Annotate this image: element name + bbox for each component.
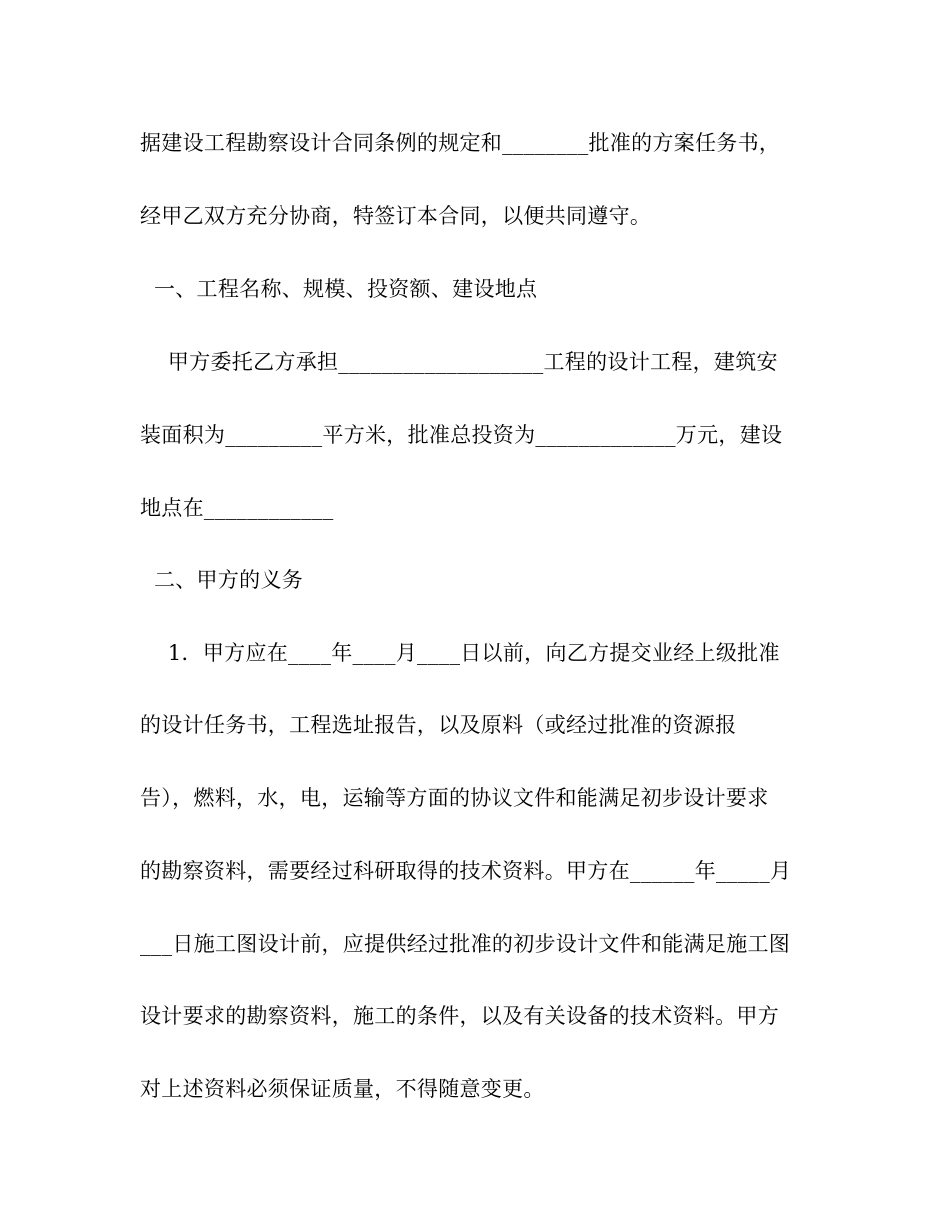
paragraph-line-8: 1．甲方应在____年____月____日以前，向乙方提交业经上级批准 (140, 641, 780, 665)
paragraph-line-11: 的勘察资料，需要经过科研取得的技术资料。甲方在______年_____月 (140, 859, 792, 883)
paragraph-line-1: 据建设工程勘察设计合同条例的规定和________批准的方案任务书， (140, 131, 781, 155)
paragraph-line-4: 甲方委托乙方承担___________________工程的设计工程，建筑安 (140, 350, 778, 374)
paragraph-line-2: 经甲乙双方充分协商，特签订本合同，以便共同遵守。 (140, 204, 652, 228)
paragraph-line-12: ___日施工图设计前，应提供经过批准的初步设计文件和能满足施工图 (140, 932, 791, 956)
paragraph-line-14: 对上述资料必须保证质量，不得随意变更。 (140, 1077, 545, 1101)
paragraph-line-13: 设计要求的勘察资料，施工的条件，以及有关设备的技术资料。甲方 (140, 1004, 779, 1028)
paragraph-line-6: 地点在____________ (140, 496, 334, 520)
section-heading-1: 一、工程名称、规模、投资额、建设地点 (140, 277, 538, 301)
paragraph-line-9: 的设计任务书，工程选址报告，以及原料（或经过批准的资源报 (140, 713, 737, 737)
paragraph-line-5: 装面积为_________平方米，批准总投资为_____________万元，建设 (140, 423, 783, 447)
section-heading-2: 二、甲方的义务 (140, 568, 304, 592)
paragraph-line-10: 告），燃料，水，电，运输等方面的协议文件和能满足初步设计要求 (140, 786, 769, 810)
